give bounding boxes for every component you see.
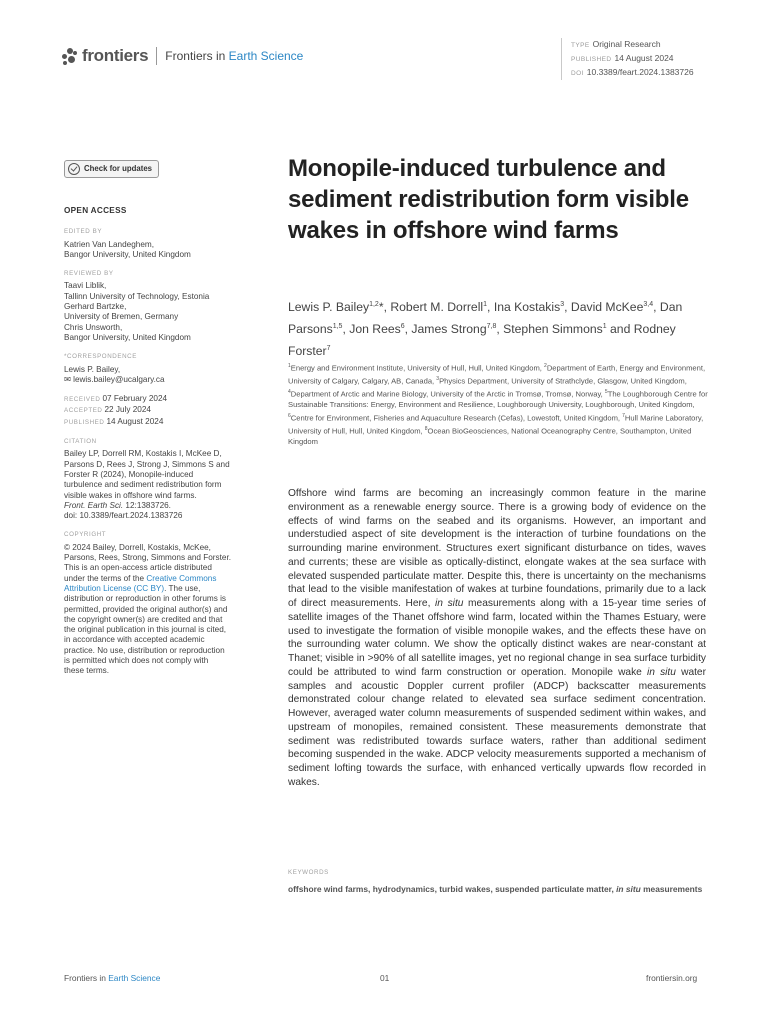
affiliation-number: 8 [424, 426, 428, 433]
keywords: offshore wind farms, hydrodynamics, turbid wakes, suspended particulate matter, in situ measurements [288, 884, 703, 894]
article-type: Original Research [592, 39, 661, 49]
author-affiliation-ref: 7,8 [486, 323, 497, 330]
journal-name: Frontiers in Earth Science [165, 49, 304, 63]
cc-license-link-cont[interactable]: Attribution License (CC BY) [64, 583, 165, 593]
article-meta: TYPE Original Research PUBLISHED 14 August 2024 DOI 10.3389/feart.2024.1383726 [561, 38, 694, 80]
affiliations [288, 361, 718, 448]
affiliation-number: 6 [288, 412, 291, 419]
author-separator: and [606, 322, 634, 336]
doi-link[interactable]: 10.3389/feart.2024.1383726 [586, 67, 694, 77]
affiliation-text: Energy and Environment Institute, University of Hull, Hull, United Kingdom, [290, 363, 545, 373]
author-list [288, 295, 718, 361]
author-affiliation-ref: 3 [560, 301, 565, 308]
footer-journal: Frontiers in Earth Science [64, 973, 161, 983]
keywords-label: KEYWORDS [288, 869, 329, 876]
logo-divider [156, 47, 157, 65]
author-separator: , [653, 300, 660, 314]
article-title: Monopile-induced turbulence and sediment redistribution form visible wakes in offshore wind farms [288, 155, 689, 244]
author-separator: , [383, 300, 391, 314]
affiliation-number: 2 [544, 363, 547, 369]
author-separator: , [564, 300, 571, 314]
frontiers-logo-icon [62, 46, 78, 66]
author-separator: , [342, 322, 350, 336]
check-circle-icon [68, 163, 80, 175]
affiliation-text: Centre for Environment, Fisheries and Aquaculture Research (Cefas), Lowestoft, United Kingdom, [290, 413, 623, 423]
affiliation-text: Physics Department, University of Strathclyde, Glasgow, United Kingdom, [439, 376, 687, 386]
author-name[interactable]: Ina Kostakis [493, 300, 561, 314]
affiliation-number: 3 [436, 376, 440, 383]
published-date: 14 August 2024 [614, 53, 674, 63]
cc-license-link[interactable]: Creative Commons [146, 573, 217, 583]
footer-site-link[interactable]: frontiersin.org [646, 973, 698, 983]
reviewed-by: REVIEWED BY Taavi Liblik, Tallinn University of Technology, Estonia Gerhard Bartzke, University of Bremen, Germany Chris Unsworth, Bangor University, United Kingdom [64, 270, 210, 342]
affiliation-text: Ocean BioGeosciences, National Oceanography Centre, Southampton, United Kingdom [288, 426, 692, 447]
author-name[interactable]: Lewis P. Bailey [288, 300, 370, 314]
author-name[interactable]: Robert M. Dorrell [390, 300, 484, 314]
affiliation-text: The Loughborough Centre for Sustainable Transitions: Energy, Environment and Resilience, Loughborough University, Loughborough, United Kingdom, [288, 389, 708, 410]
author-name[interactable]: David McKee [570, 300, 644, 314]
affiliation-number: 4 [288, 389, 291, 396]
abstract: Offshore wind farms are becoming an increasingly common feature in the marine environment as a renewable energy source. There is a growing body of evidence on the effects of wind farms on the seabed and its organisms. However, an important and understudied aspect of site development is the interaction of turbine foundations on the surrounding marine environment. Structures exert significant disturbance on tides, waves and currents; these are visible as optically-distinct, elongate wakes at the sea surface with elevated suspended particulate matter. Despite this, there is uncertainty on the mechanisms that lead to the visible manifestation of wakes at turbine foundations, primarily due to a lack of direct measurements. Here, in situ measurements along with a 15-year time series of satellite images of the Thanet offshore wind farm, located within the Thames Estuary, were used to investigate the formation of visible monopile wakes, and the effects these have on the surrounding water column. We show the optically distinct wakes are near-constant at Thanet; visible in >90% of all satellite images, yet no regional change in sea surface turbidity could be attributed to wind farm construction or operation. Monopile wake in situ water samples and acoustic Doppler current profiler (ADCP) backscatter measurements demonstrated colour change related to elevated sea surface sediment concentration. However, averaged water column measurements of suspended sediment within wakes, and upstream of monopiles, remained consistent. These measurements demonstrate that sediment was redistributed towards surface waters, rather than additional sediment becoming suspended in the wake. ADCP velocity measurements supported a mechanism of sediment lofting towards the surface, with enhanced vertically upwards flow recorded in wakes. [288, 488, 706, 788]
article-dates: RECEIVED 07 February 2024 ACCEPTED 22 July 2024 PUBLISHED 14 August 2024 [64, 394, 168, 426]
page-number: 01 [380, 973, 390, 983]
corresponding-mark: * [378, 300, 384, 314]
author-name[interactable]: Rodney Forster [288, 322, 676, 358]
affiliation-text: Department of Arctic and Marine Biology, University of the Arctic in Tromsø, Tromsø, Norway, [290, 389, 605, 399]
affiliation-number: 7 [622, 412, 625, 419]
frontiers-logo[interactable] [62, 46, 303, 66]
affiliation-number: 5 [604, 389, 608, 396]
author-affiliation-ref: 6 [400, 323, 405, 330]
correspondence-email[interactable]: lewis.bailey@ucalgary.ca [73, 374, 165, 384]
author-affiliation-ref: 1,5 [332, 323, 343, 330]
open-access-label: OPEN ACCESS [64, 206, 127, 215]
author-affiliation-ref: 1 [602, 323, 607, 330]
author-name[interactable]: Stephen Simmons [503, 322, 603, 336]
author-affiliation-ref: 1,2 [369, 301, 379, 308]
copyright: COPYRIGHT © 2024 Bailey, Dorrell, Kostakis, McKee, Parsons, Rees, Strong, Simmons and Forster. This is an open-access article distributed under the terms of the Creative Commons Attribution License (CC BY). The use, distribution or reproduction in other forums is permitted, provided the original author(s) and the copyright owner(s) are credited and that the original publication in this journal is cited, in accordance with accepted academic practice. No use, distribution or reproduction is permitted which does not comply with these terms. [64, 531, 232, 676]
citation: CITATION Bailey LP, Dorrell RM, Kostakis I, McKee D, Parsons D, Rees J, Strong J, Simmons S and Forster R (2024), Monopile-induced turbulence and sediment redistribution form visible wakes in offshore wind farms. Front. Earth Sci. 12:1383726. doi: 10.3389/feart.2024.1383726 [64, 437, 264, 521]
brand-name: frontiers [82, 46, 149, 65]
edited-by: EDITED BY Katrien Van Landeghem, Bangor University, United Kingdom [64, 228, 191, 259]
author-separator: , [496, 322, 504, 336]
author-affiliation-ref: 7 [326, 345, 331, 352]
check-for-updates-button[interactable]: Check for updates [64, 160, 159, 178]
author-name[interactable]: James Strong [411, 322, 487, 336]
article-sidebar [64, 160, 264, 686]
author-separator: , [487, 300, 494, 314]
author-name[interactable]: Dan Parsons [288, 300, 683, 336]
author-affiliation-ref: 3,4 [643, 301, 654, 308]
affiliation-text: Hull Marine Laboratory, University of Hull, Hull, United Kingdom, [288, 413, 704, 436]
author-affiliation-ref: 1 [483, 301, 488, 308]
correspondence: *CORRESPONDENCE Lewis P. Bailey, ✉ lewis.bailey@ucalgary.ca [64, 353, 165, 384]
email-icon: ✉ [64, 374, 74, 384]
author-name[interactable]: Jon Rees [349, 322, 401, 336]
citation-doi[interactable]: doi: 10.3389/feart.2024.1383726 [64, 511, 183, 521]
author-separator: , [404, 322, 412, 336]
affiliation-number: 1 [288, 363, 291, 369]
affiliation-text: Department of Earth, Energy and Environment, University of Calgary, Calgary, AB, Canada, [288, 363, 706, 386]
